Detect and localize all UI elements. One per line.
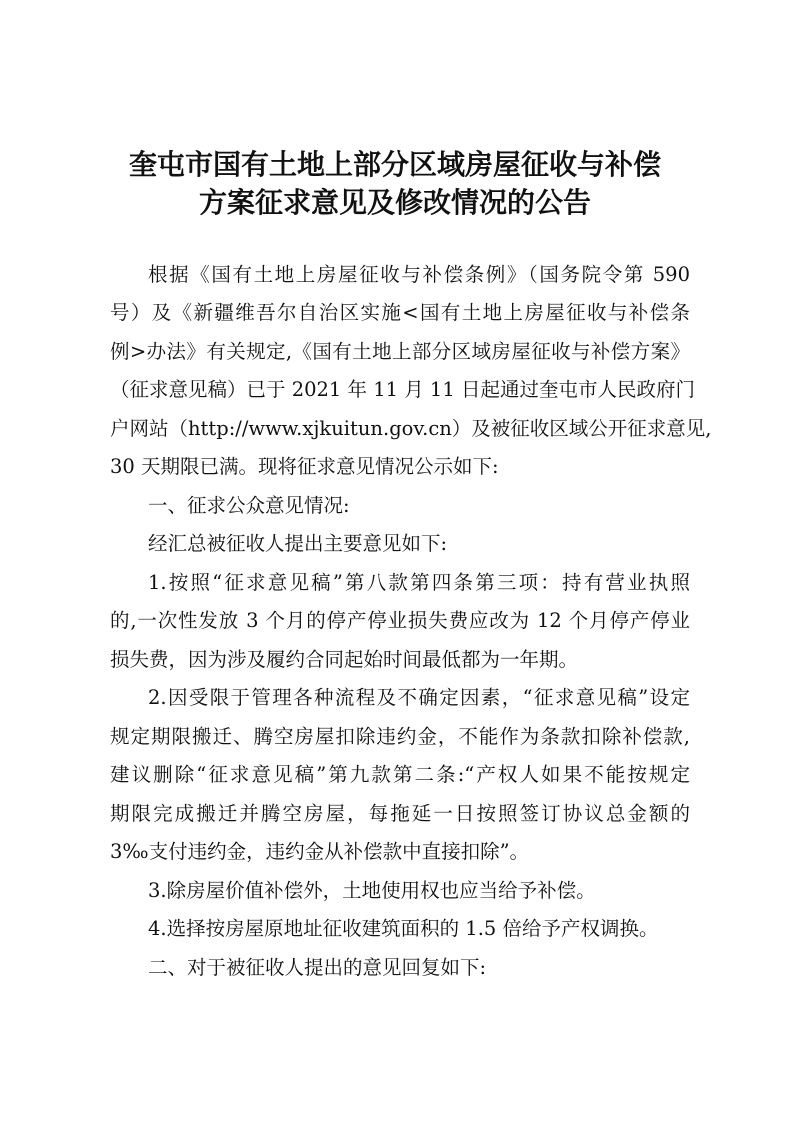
body-text-line: 1.按照“征求意见稿”第八款第四条第三项：持有营业执照 — [148, 571, 690, 594]
section-heading: 一、征求公众意见情况: — [148, 494, 350, 517]
document-title-line-2: 方案征求意见及修改情况的公告 — [198, 186, 591, 219]
body-text-line: （征求意见稿）已于 2021 年 11 月 11 日起通过奎屯市人民政府门 — [110, 378, 695, 401]
body-text-line: 2.因受限于管理各种流程及不确定因素，“征求意见稿”设定 — [148, 686, 690, 709]
body-text-line: 期限完成搬迁并腾空房屋，每拖延一日按照签订协议总金额的 — [110, 802, 690, 825]
body-text-line: 30 天期限已满。现将征求意见情况公示如下: — [110, 455, 499, 478]
body-text-line: 3.除房屋价值补偿外，土地使用权也应当给予补偿。 — [148, 879, 596, 902]
body-text-line: 建议删除“征求意见稿”第九款第二条:“产权人如果不能按规定 — [110, 763, 690, 786]
body-text-line: 例>办法》有关规定,《国有土地上部分区域房屋征收与补偿方案》 — [110, 340, 690, 363]
body-text-line: 3‰支付违约金，违约金从补偿款中直接扣除”。 — [110, 840, 530, 863]
body-text-line: 4.选择按房屋原地址征收建筑面积的 1.5 倍给予产权调换。 — [148, 917, 659, 940]
body-text-line: 经汇总被征收人提出主要意见如下: — [148, 532, 448, 555]
body-text-line: 户网站（http://www.xjkuitun.gov.cn）及被征收区域公开征求意见, — [110, 417, 712, 440]
body-text-line: 的,一次性发放 3 个月的停产停业损失费应改为 12 个月停产停业 — [110, 609, 690, 632]
body-text-line: 号）及《新疆维吾尔自治区实施<国有土地上房屋征收与补偿条 — [110, 301, 690, 324]
body-text-line: 根据《国有土地上房屋征收与补偿条例》（国务院令第 590 — [148, 263, 690, 286]
document-title-line-1: 奎屯市国有土地上部分区域房屋征收与补偿 — [128, 148, 661, 181]
body-text-line: 规定期限搬迁、腾空房屋扣除违约金，不能作为条款扣除补偿款, — [110, 725, 690, 748]
section-heading: 二、对于被征收人提出的意见回复如下: — [148, 956, 487, 979]
body-text-line: 损失费，因为涉及履约合同起始时间最低都为一年期。 — [110, 648, 579, 671]
